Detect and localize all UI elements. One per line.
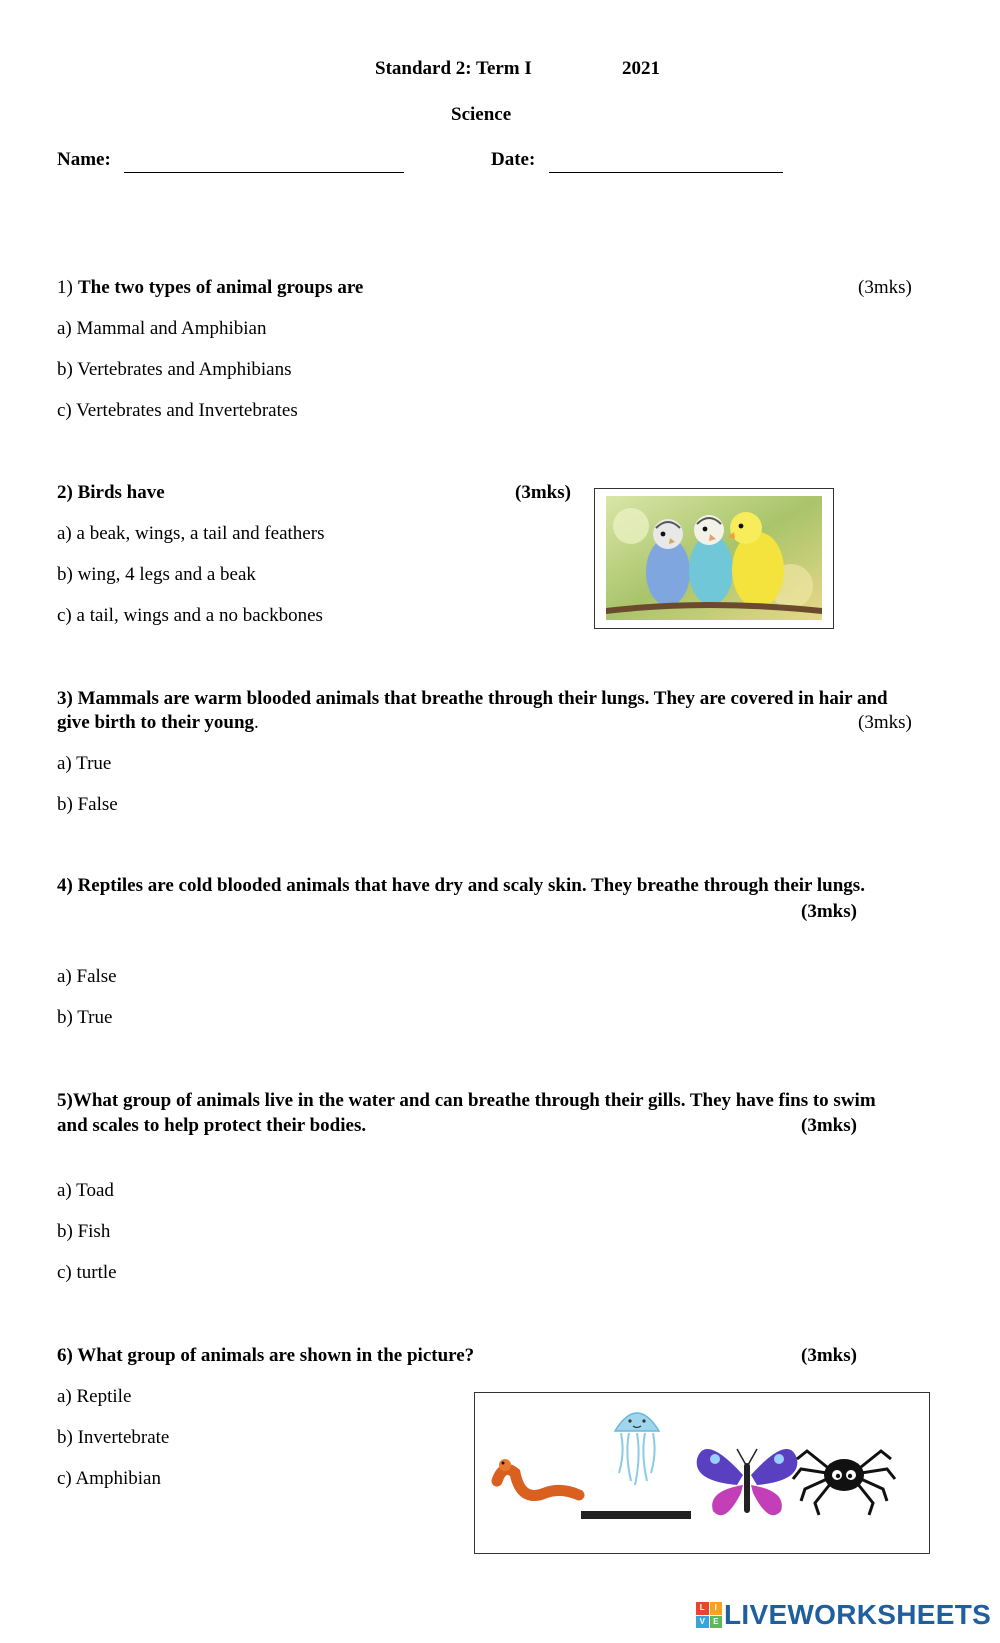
three-budgerigars-image [606, 496, 822, 620]
worm-icon [497, 1459, 579, 1496]
question-1-option-a[interactable]: a) Mammal and Amphibian [57, 318, 267, 339]
liveworksheets-logo-mark [696, 1602, 722, 1628]
subject-title: Science [451, 104, 512, 125]
question-5-marks: (3mks) [801, 1115, 857, 1136]
question-2-option-c[interactable]: c) a tail, wings and a no backbones [57, 605, 323, 626]
question-2-text: 2) Birds have [57, 482, 165, 503]
question-1-number: 1) [57, 277, 73, 298]
question-6-option-b[interactable]: b) Invertebrate [57, 1427, 170, 1448]
question-4-marks: (3mks) [801, 901, 857, 922]
question-1-option-c[interactable]: c) Vertebrates and Invertebrates [57, 400, 298, 421]
liveworksheets-logo-text: LIVEWORKSHEETS [724, 1599, 992, 1630]
worksheet-title: Standard 2: Term I [375, 58, 532, 79]
liveworksheets-logo [696, 1598, 991, 1632]
question-1-text: The two types of animal groups are [78, 277, 364, 298]
question-5-text-line-1: 5)What group of animals live in the water and can breathe through their gills. They have fins to swim [57, 1090, 876, 1111]
logo-mark-letter-l: L [696, 1602, 709, 1615]
logo-mark-letter-e: E [710, 1616, 723, 1629]
name-label: Name: [57, 149, 111, 170]
question-1-marks: (3mks) [858, 277, 912, 298]
question-5-option-a[interactable]: a) Toad [57, 1180, 114, 1201]
worksheet-year: 2021 [622, 58, 660, 79]
spider-icon [793, 1451, 895, 1515]
question-1-option-b[interactable]: b) Vertebrates and Amphibians [57, 359, 292, 380]
question-3-text-line-2: give birth to their young. [57, 712, 259, 733]
birds-image-frame [594, 488, 834, 629]
question-6-marks: (3mks) [801, 1345, 857, 1366]
invertebrates-image [475, 1393, 929, 1553]
question-3-option-b[interactable]: b) False [57, 794, 118, 815]
butterfly-icon [697, 1449, 798, 1515]
question-5-text-line-2: and scales to help protect their bodies. [57, 1115, 367, 1136]
question-4-text: 4) Reptiles are cold blooded animals that have dry and scaly skin. They breathe through their lungs. [57, 875, 865, 896]
question-6-text: 6) What group of animals are shown in the picture? [57, 1345, 475, 1366]
jellyfish-icon [581, 1413, 691, 1519]
date-field[interactable] [549, 150, 783, 172]
date-label: Date: [491, 149, 536, 170]
question-5-option-c[interactable]: c) turtle [57, 1262, 117, 1283]
logo-mark-letter-v: V [696, 1616, 709, 1629]
question-2-option-b[interactable]: b) wing, 4 legs and a beak [57, 564, 256, 585]
question-5-option-b[interactable]: b) Fish [57, 1221, 111, 1242]
question-3-text-line-1: 3) Mammals are warm blooded animals that breathe through their lungs. They are covered in hair and [57, 688, 888, 709]
question-3-marks: (3mks) [858, 712, 912, 733]
logo-mark-letter-i: I [710, 1602, 723, 1615]
question-4-option-b[interactable]: b) True [57, 1007, 113, 1028]
name-field[interactable] [124, 150, 404, 172]
invertebrates-image-frame [474, 1392, 930, 1554]
question-2-marks: (3mks) [515, 482, 571, 503]
question-6-option-a[interactable]: a) Reptile [57, 1386, 132, 1407]
question-3-option-a[interactable]: a) True [57, 753, 112, 774]
question-3-text-line-2-content: give birth to their young [57, 712, 255, 733]
question-6-option-c[interactable]: c) Amphibian [57, 1468, 161, 1489]
question-4-option-a[interactable]: a) False [57, 966, 117, 987]
question-2-option-a[interactable]: a) a beak, wings, a tail and feathers [57, 523, 325, 544]
